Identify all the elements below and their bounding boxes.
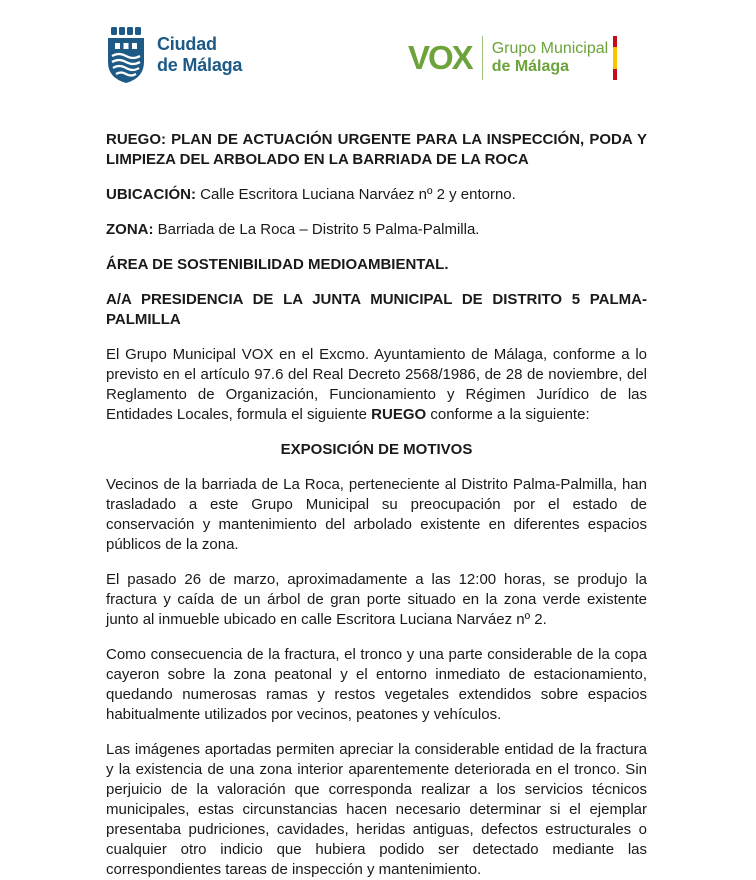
- grupo-line-2: de Málaga: [491, 58, 570, 75]
- grupo-municipal-wordmark: [492, 40, 609, 76]
- ubicacion-line: [106, 185, 647, 205]
- vox-wordmark: VOX: [408, 39, 472, 76]
- spanish-flag-icon: [613, 36, 617, 80]
- ubicacion-label: UBICACIÓN:: [106, 186, 196, 203]
- zona-label: ZONA:: [106, 221, 154, 238]
- zona-value: Barriada de La Roca – Distrito 5 Palma-Palmilla.: [153, 221, 480, 238]
- logo-divider: [482, 36, 483, 80]
- ubicacion-value: Calle Escritora Luciana Narváez nº 2 y entorno.: [196, 186, 516, 203]
- grupo-line-1: Grupo Municipal: [491, 40, 609, 57]
- body-paragraph: Como consecuencia de la fractura, el tronco y una parte considerable de la copa cayeron sobre la zona peatonal y el entorno inmediato de estacionamiento, quedando numerosas ramas y restos vegetales extendidos sobre espacios habitualmente utilizados por vecinos, peatones y vehículos.: [106, 646, 647, 723]
- zona-line: [106, 220, 647, 240]
- vox-grupo-municipal-logo: [408, 36, 617, 80]
- ciudad-de-malaga-logo: [106, 26, 242, 84]
- document-body: [106, 130, 647, 880]
- logo-line-2: de Málaga: [157, 55, 243, 75]
- document-header: [0, 0, 756, 100]
- section-heading: EXPOSICIÓN DE MOTIVOS: [280, 441, 473, 458]
- malaga-shield-icon: [106, 26, 146, 84]
- aa-line: A/A PRESIDENCIA DE LA JUNTA MUNICIPAL DE DISTRITO 5 PALMA-PALMILLA: [106, 291, 647, 328]
- area-line: ÁREA DE SOSTENIBILIDAD MEDIOAMBIENTAL.: [106, 256, 449, 273]
- body-paragraph: El pasado 26 de marzo, aproximadamente a las 12:00 horas, se produjo la fractura y caída de un árbol de gran porte situado en la zona verde existente junto al inmueble ubicado en calle Escritora Luciana Narváez nº 2.: [106, 571, 647, 628]
- body-paragraph: Las imágenes aportadas permiten apreciar la considerable entidad de la fractura y la existencia de una zona interior aparentemente deteriorada en el tronco. Sin perjuicio de la valoración que corresponda realizar a los servicios técnicos municipales, estas circunstancias hacen necesario determinar si el ejemplar presentaba pudriciones, cavidades, heridas antiguas, defectos estructurales o cualquier otro indicio que hubiera podido ser detectado mediante las correspondientes tareas de inspección y mantenimiento.: [106, 741, 647, 878]
- intro-paragraph: El Grupo Municipal VOX en el Excmo. Ayuntamiento de Málaga, conforme a lo previsto en el artículo 97.6 del Real Decreto 2568/1986, de 28 de noviembre, del Reglamento de Organización, Funcionamiento y Régimen Jurídico de las Entidades Locales, formula el siguiente RUEGO conforme a la siguiente:: [106, 346, 647, 423]
- body-paragraph: Vecinos de la barriada de La Roca, perteneciente al Distrito Palma-Palmilla, han trasladado a este Grupo Municipal su preocupación por el estado de conservación y mantenimiento del arbolado existente en diferentes espacios públicos de la zona.: [106, 476, 647, 553]
- logo-line-1: Ciudad: [157, 34, 217, 54]
- ruego-title: RUEGO: PLAN DE ACTUACIÓN URGENTE PARA LA INSPECCIÓN, PODA Y LIMPIEZA DEL ARBOLADO EN LA BARRIADA DE LA ROCA: [106, 131, 647, 168]
- ciudad-de-malaga-wordmark: [157, 34, 242, 76]
